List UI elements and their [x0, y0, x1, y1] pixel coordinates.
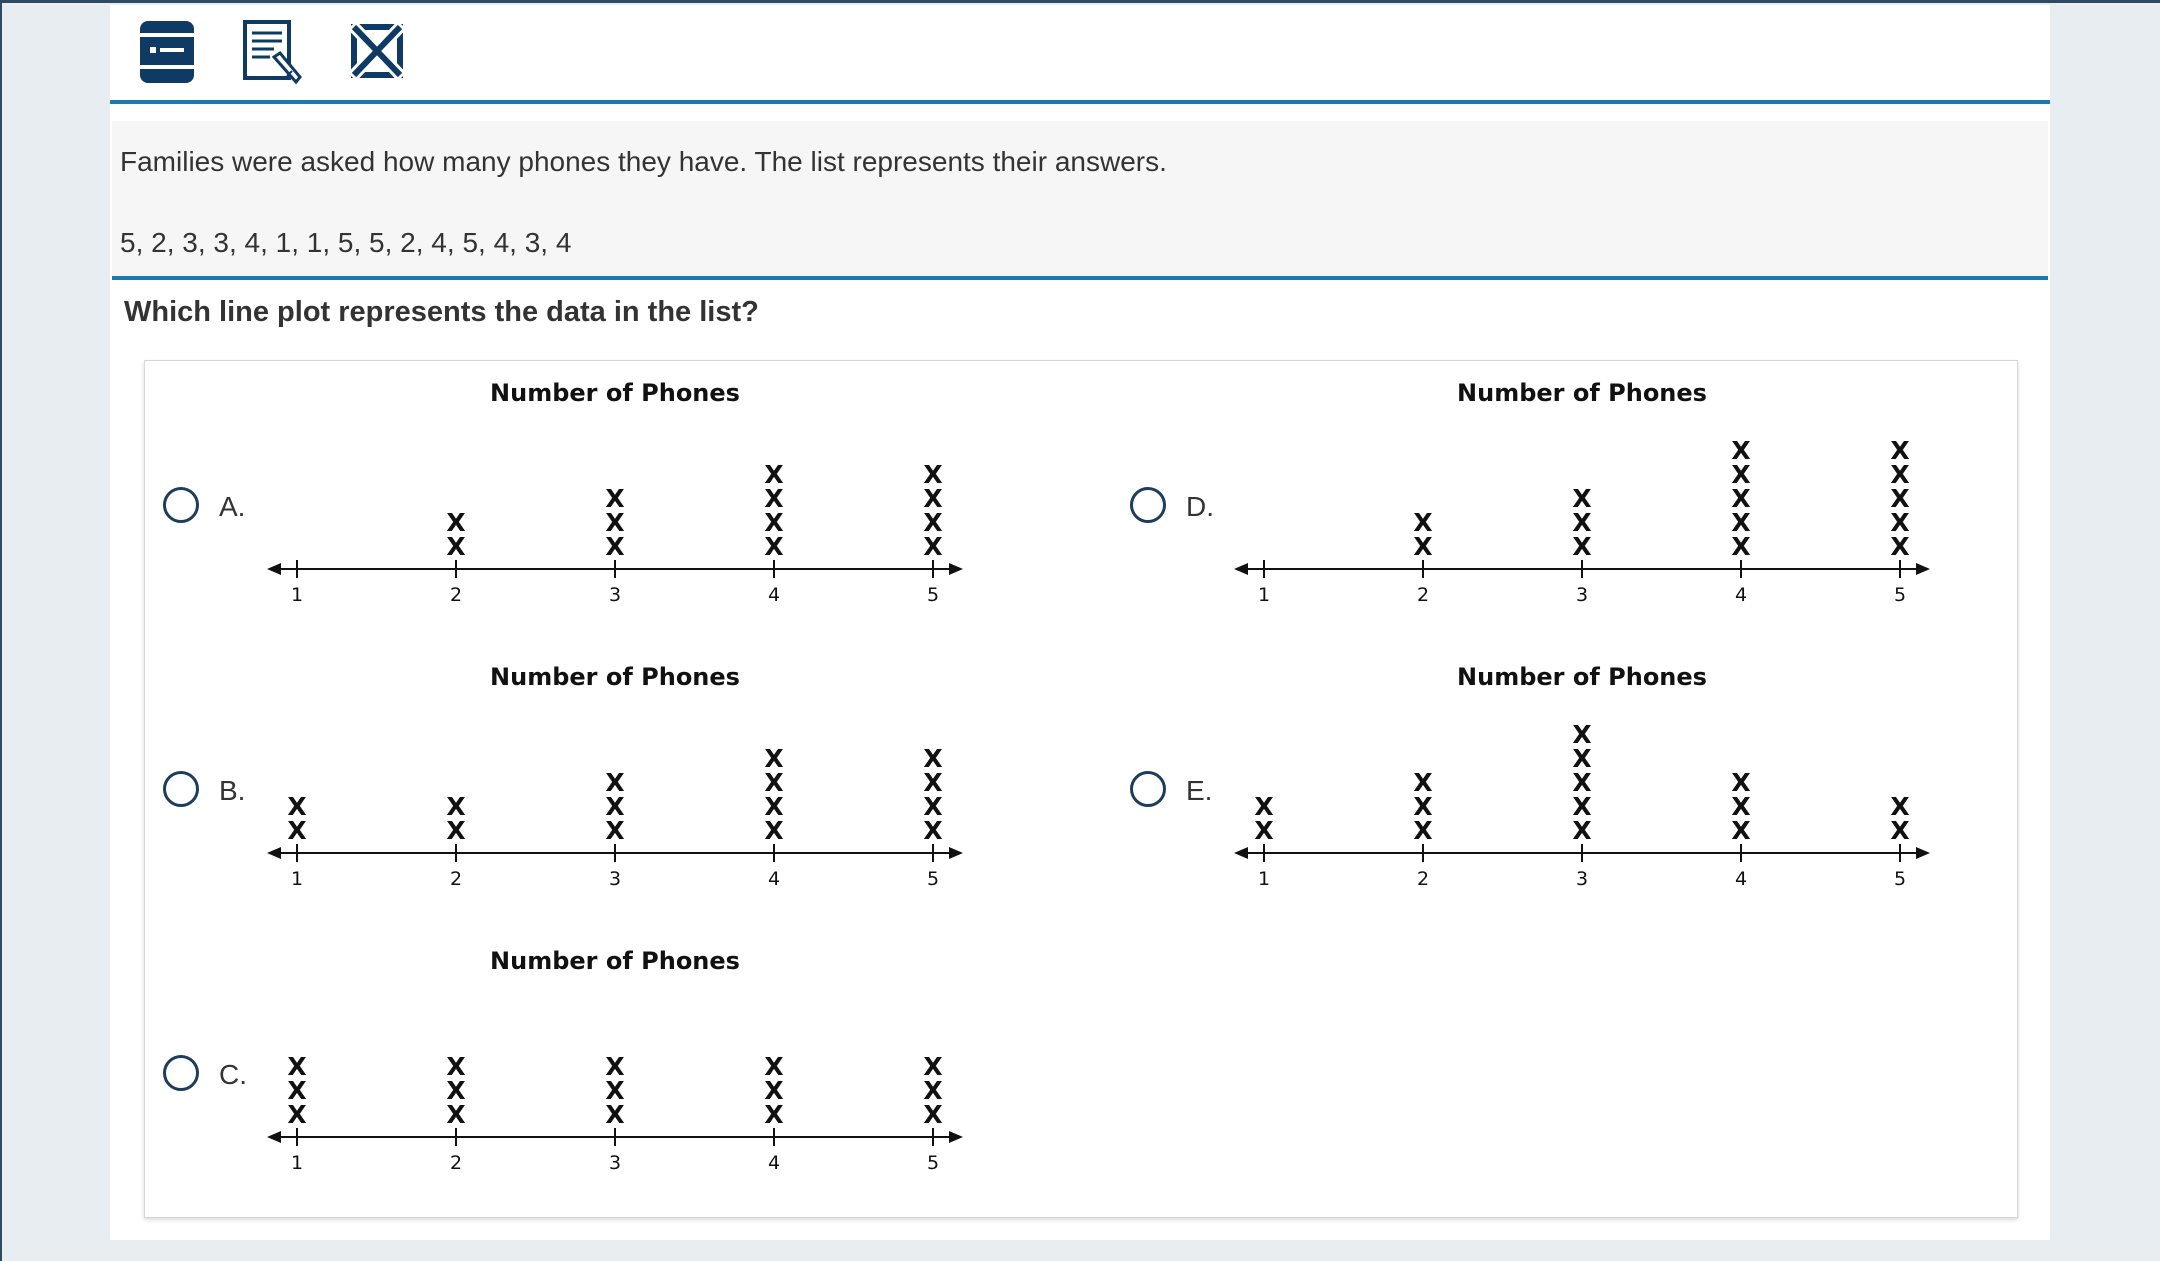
x-mark: X	[605, 816, 625, 845]
x-mark: X	[1890, 508, 1910, 537]
x-mark: X	[923, 532, 943, 561]
x-mark: X	[605, 768, 625, 797]
tick-label: 4	[767, 584, 781, 606]
tick-label: 4	[767, 868, 781, 890]
x-mark: X	[1413, 508, 1433, 537]
tick-label: 1	[1257, 584, 1271, 606]
x-mark: X	[764, 532, 784, 561]
toolbar	[110, 5, 2050, 103]
tick-label: 4	[1734, 868, 1748, 890]
tick-label: 3	[608, 1152, 622, 1174]
x-mark: X	[764, 508, 784, 537]
right-arrow	[949, 1131, 963, 1143]
x-mark: X	[1254, 816, 1274, 845]
x-mark: X	[605, 1052, 625, 1081]
radio-button[interactable]	[1130, 487, 1166, 523]
x-mark: X	[446, 1076, 466, 1105]
x-mark: X	[764, 1100, 784, 1129]
option-label: D.	[1186, 491, 1214, 522]
x-mark: X	[1890, 460, 1910, 489]
x-mark: X	[1572, 768, 1592, 797]
tick-label: 1	[290, 868, 304, 890]
stem-prompt: Families were asked how many phones they have. The list represents their answers.	[120, 146, 1167, 177]
question-text: Which line plot represents the data in the list?	[124, 296, 759, 328]
x-mark: X	[1572, 720, 1592, 749]
plot-title: Number of Phones	[490, 379, 740, 407]
x-mark: X	[1731, 436, 1751, 465]
x-mark: X	[1890, 792, 1910, 821]
right-arrow	[1916, 847, 1930, 859]
radio-button[interactable]	[1130, 771, 1166, 807]
option-b[interactable]	[145, 645, 1045, 929]
x-mark: X	[287, 1100, 307, 1129]
radio-button[interactable]	[163, 487, 199, 523]
tick-label: 2	[1416, 868, 1430, 890]
tick-label: 4	[767, 1152, 781, 1174]
right-arrow	[949, 847, 963, 859]
x-mark: X	[605, 532, 625, 561]
x-mark: X	[923, 1052, 943, 1081]
x-mark: X	[923, 508, 943, 537]
radio-button[interactable]	[163, 1055, 199, 1091]
left-arrow	[267, 847, 281, 859]
x-mark: X	[1572, 484, 1592, 513]
option-label: E.	[1186, 775, 1213, 806]
window-frame-top	[0, 0, 2160, 3]
option-label: C.	[219, 1059, 247, 1090]
x-mark: X	[923, 1100, 943, 1129]
test-page	[110, 5, 2050, 1240]
right-arrow	[949, 563, 963, 575]
x-mark: X	[287, 1076, 307, 1105]
left-arrow	[267, 563, 281, 575]
tick-label: 2	[449, 584, 463, 606]
tick-label: 2	[449, 1152, 463, 1174]
answer-eliminator-icon[interactable]	[348, 19, 410, 85]
x-mark: X	[1572, 792, 1592, 821]
x-mark: X	[764, 792, 784, 821]
x-mark: X	[1413, 532, 1433, 561]
tick-label: 5	[926, 868, 940, 890]
x-mark: X	[446, 1100, 466, 1129]
plot-title: Number of Phones	[490, 663, 740, 691]
toolbar-divider	[110, 100, 2050, 104]
tick-label: 2	[449, 868, 463, 890]
x-mark: X	[446, 1052, 466, 1081]
x-mark: X	[923, 792, 943, 821]
x-mark: X	[1731, 792, 1751, 821]
x-mark: X	[1731, 460, 1751, 489]
line-plot	[1232, 361, 1952, 645]
x-mark: X	[923, 768, 943, 797]
plot-title: Number of Phones	[1457, 663, 1707, 691]
x-mark: X	[764, 460, 784, 489]
x-mark: X	[1254, 792, 1274, 821]
question-stem	[112, 121, 2048, 280]
plot-title: Number of Phones	[1457, 379, 1707, 407]
tick-label: 1	[290, 584, 304, 606]
x-mark: X	[1572, 508, 1592, 537]
x-mark: X	[764, 484, 784, 513]
tick-label: 5	[1893, 868, 1907, 890]
tick-label: 2	[1416, 584, 1430, 606]
x-mark: X	[287, 792, 307, 821]
tick-label: 3	[1575, 584, 1589, 606]
option-label: A.	[219, 491, 246, 522]
x-mark: X	[1731, 484, 1751, 513]
x-mark: X	[764, 1076, 784, 1105]
x-mark: X	[446, 532, 466, 561]
option-a[interactable]	[145, 361, 1045, 645]
option-c[interactable]	[145, 929, 1045, 1213]
left-arrow	[1234, 563, 1248, 575]
right-arrow	[1916, 563, 1930, 575]
x-mark: X	[1731, 816, 1751, 845]
x-mark: X	[764, 768, 784, 797]
option-label: B.	[219, 775, 246, 806]
left-arrow	[1234, 847, 1248, 859]
x-mark: X	[1572, 744, 1592, 773]
option-e[interactable]	[1112, 645, 2012, 929]
calculator-icon[interactable]	[136, 19, 198, 85]
x-mark: X	[764, 816, 784, 845]
x-mark: X	[446, 508, 466, 537]
line-plot	[1232, 645, 1952, 929]
x-mark: X	[1413, 792, 1433, 821]
plot-title: Number of Phones	[490, 947, 740, 975]
x-mark: X	[1731, 768, 1751, 797]
line-plot	[265, 361, 985, 645]
tick-label: 3	[608, 584, 622, 606]
x-mark: X	[1890, 532, 1910, 561]
window-frame-left	[0, 0, 2, 1261]
x-mark: X	[446, 792, 466, 821]
line-plot	[265, 645, 985, 929]
x-mark: X	[446, 816, 466, 845]
x-mark: X	[1731, 508, 1751, 537]
x-mark: X	[923, 484, 943, 513]
x-mark: X	[605, 484, 625, 513]
x-mark: X	[605, 1076, 625, 1105]
notepad-pencil-icon[interactable]	[240, 19, 302, 85]
x-mark: X	[1572, 532, 1592, 561]
tick-label: 3	[1575, 868, 1589, 890]
x-mark: X	[923, 1076, 943, 1105]
tick-label: 4	[1734, 584, 1748, 606]
stem-data-list: 5, 2, 3, 3, 4, 1, 1, 5, 5, 2, 4, 5, 4, 3, 4	[120, 227, 572, 258]
x-mark: X	[1890, 436, 1910, 465]
option-d[interactable]	[1112, 361, 2012, 645]
tick-label: 1	[1257, 868, 1271, 890]
x-mark: X	[605, 1100, 625, 1129]
x-mark: X	[1413, 816, 1433, 845]
tick-label: 1	[290, 1152, 304, 1174]
x-mark: X	[764, 744, 784, 773]
x-mark: X	[764, 1052, 784, 1081]
tick-label: 5	[926, 1152, 940, 1174]
left-arrow	[267, 1131, 281, 1143]
x-mark: X	[287, 1052, 307, 1081]
x-mark: X	[923, 460, 943, 489]
answer-options	[144, 360, 2018, 1218]
x-mark: X	[923, 744, 943, 773]
x-mark: X	[605, 508, 625, 537]
line-plot	[265, 929, 985, 1213]
tick-label: 5	[926, 584, 940, 606]
x-mark: X	[923, 816, 943, 845]
x-mark: X	[605, 792, 625, 821]
x-mark: X	[1890, 484, 1910, 513]
x-mark: X	[1890, 816, 1910, 845]
tick-label: 5	[1893, 584, 1907, 606]
radio-button[interactable]	[163, 771, 199, 807]
x-mark: X	[287, 816, 307, 845]
x-mark: X	[1731, 532, 1751, 561]
x-mark: X	[1413, 768, 1433, 797]
tick-label: 3	[608, 868, 622, 890]
x-mark: X	[1572, 816, 1592, 845]
